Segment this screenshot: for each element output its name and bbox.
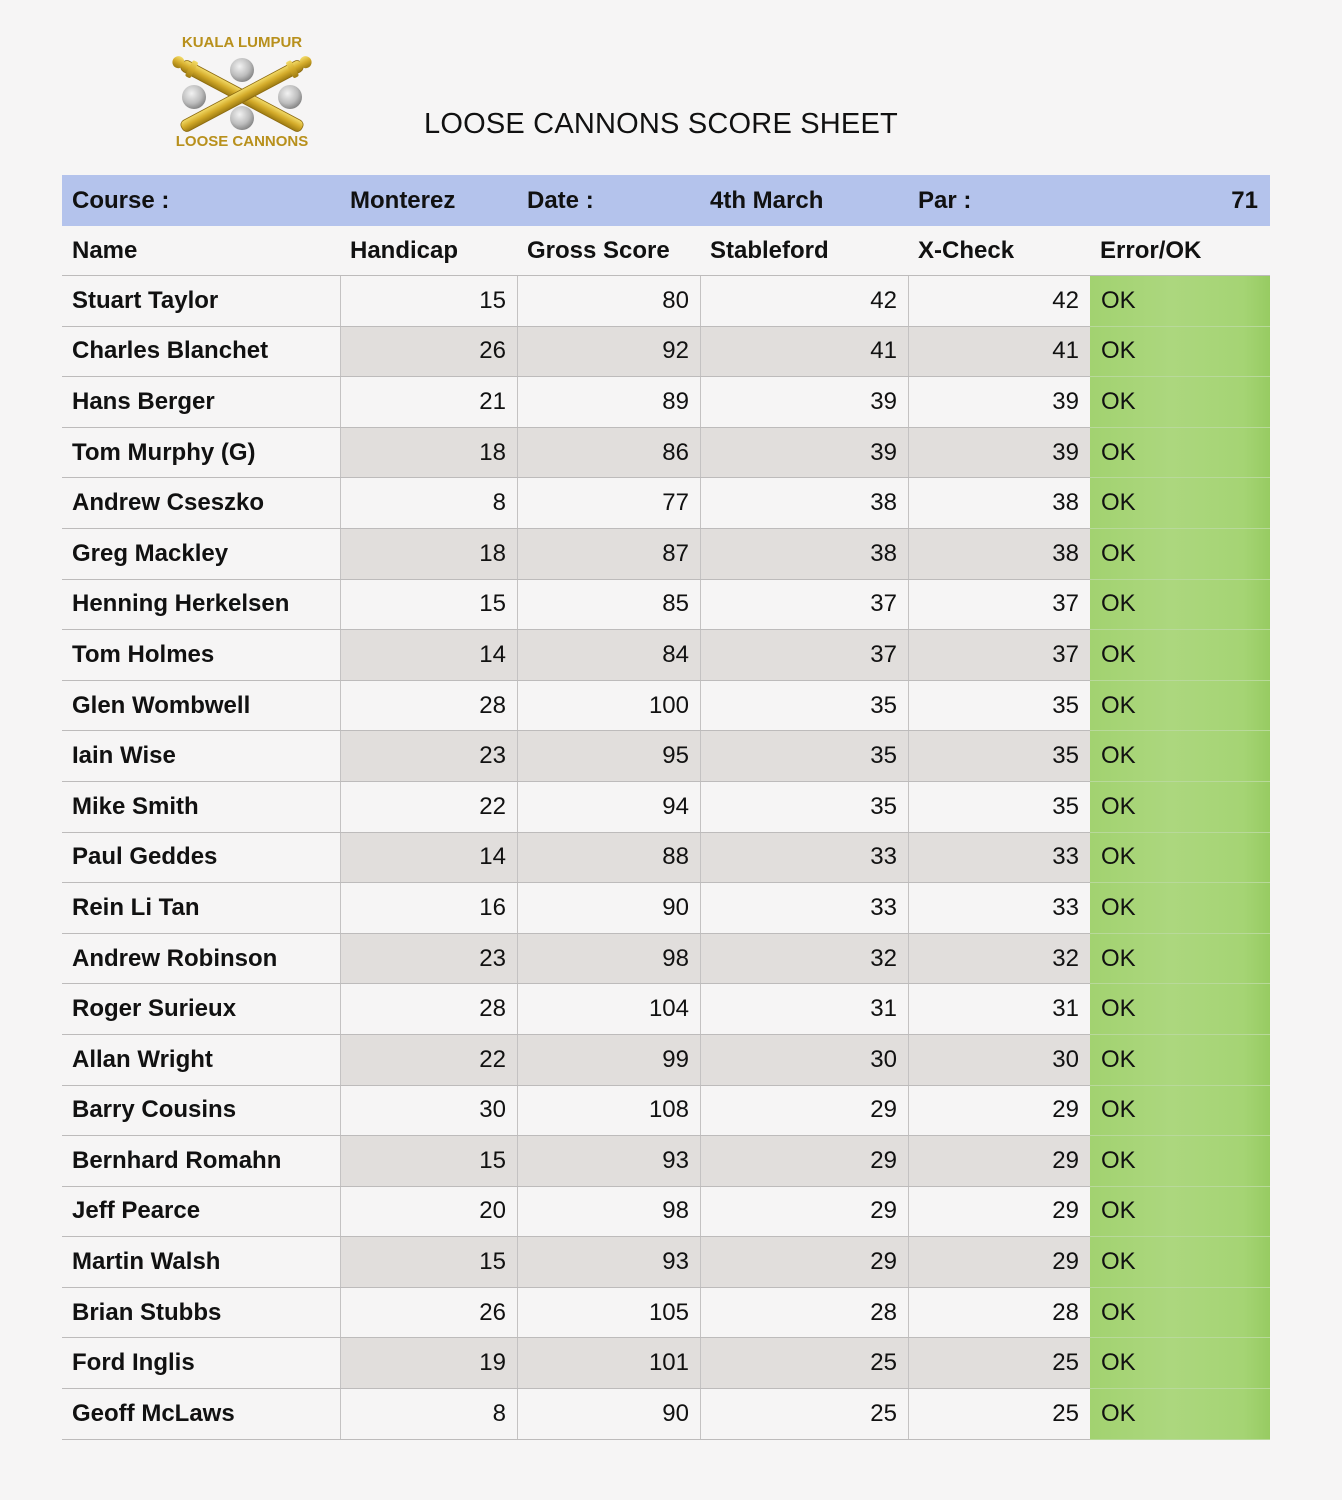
column-header-stableford: Stableford	[710, 236, 829, 264]
table-row	[62, 1288, 1270, 1339]
x-check-cell: 35	[908, 681, 1090, 731]
x-check-cell: 39	[908, 428, 1090, 478]
stableford-cell: 32	[700, 934, 908, 984]
player-name: Ford Inglis	[72, 1349, 195, 1377]
stableford-cell: 31	[700, 984, 908, 1034]
status-cell: OK	[1090, 1086, 1270, 1137]
status-cell: OK	[1090, 327, 1270, 378]
stableford-cell: 35	[700, 681, 908, 731]
stableford-cell: 33	[700, 883, 908, 933]
player-name: Bernhard Romahn	[72, 1146, 282, 1174]
handicap-cell: 18	[340, 428, 517, 478]
stableford-cell: 29	[700, 1237, 908, 1287]
player-name: Roger Surieux	[72, 995, 237, 1023]
gross-score-cell: 85	[517, 580, 700, 630]
table-row	[62, 883, 1270, 934]
table-row	[62, 782, 1270, 833]
status-cell: OK	[1090, 1035, 1270, 1086]
status-cell: OK	[1090, 276, 1270, 327]
player-name: Allan Wright	[72, 1045, 213, 1073]
table-row	[62, 681, 1270, 732]
x-check-cell: 37	[908, 580, 1090, 630]
handicap-cell: 28	[340, 681, 517, 731]
handicap-cell: 15	[340, 1136, 517, 1186]
handicap-cell: 21	[340, 377, 517, 427]
table-row	[62, 1187, 1270, 1238]
player-name: Geoff McLaws	[72, 1399, 235, 1427]
stableford-cell: 25	[700, 1389, 908, 1439]
player-name: Rein Li Tan	[72, 893, 200, 921]
x-check-cell: 33	[908, 833, 1090, 883]
handicap-cell: 15	[340, 1237, 517, 1287]
status-cell: OK	[1090, 984, 1270, 1035]
handicap-cell: 14	[340, 833, 517, 883]
player-name: Stuart Taylor	[72, 286, 219, 314]
page-title: LOOSE CANNONS SCORE SHEET	[424, 108, 898, 140]
gross-score-cell: 101	[517, 1338, 700, 1388]
x-check-cell: 33	[908, 883, 1090, 933]
handicap-cell: 16	[340, 883, 517, 933]
status-cell: OK	[1090, 1136, 1270, 1187]
table-row	[62, 630, 1270, 681]
x-check-cell: 38	[908, 478, 1090, 528]
status-cell: OK	[1090, 883, 1270, 934]
handicap-cell: 20	[340, 1187, 517, 1237]
gross-score-cell: 93	[517, 1237, 700, 1287]
handicap-cell: 19	[340, 1338, 517, 1388]
gross-score-cell: 77	[517, 478, 700, 528]
stableford-cell: 29	[700, 1187, 908, 1237]
date-value: 4th March	[710, 186, 824, 214]
x-check-cell: 25	[908, 1338, 1090, 1388]
handicap-cell: 26	[340, 1288, 517, 1338]
player-name: Hans Berger	[72, 387, 215, 415]
x-check-cell: 38	[908, 529, 1090, 579]
player-name: Andrew Cseszko	[72, 489, 265, 517]
status-cell: OK	[1090, 782, 1270, 833]
status-cell: OK	[1090, 1389, 1270, 1440]
player-name: Paul Geddes	[72, 843, 218, 871]
status-cell: OK	[1090, 833, 1270, 884]
handicap-cell: 18	[340, 529, 517, 579]
course-value: Monterez	[350, 186, 456, 214]
crossed-cannons-icon	[160, 30, 325, 152]
gross-score-cell: 93	[517, 1136, 700, 1186]
status-cell: OK	[1090, 934, 1270, 985]
column-header-x-check: X-Check	[918, 236, 1015, 264]
player-name: Tom Holmes	[72, 640, 215, 668]
handicap-cell: 23	[340, 934, 517, 984]
stableford-cell: 38	[700, 478, 908, 528]
table-row	[62, 276, 1270, 327]
stableford-cell: 30	[700, 1035, 908, 1085]
gross-score-cell: 108	[517, 1086, 700, 1136]
stableford-cell: 29	[700, 1086, 908, 1136]
gross-score-cell: 105	[517, 1288, 700, 1338]
player-name: Andrew Robinson	[72, 944, 278, 972]
status-cell: OK	[1090, 1338, 1270, 1389]
club-logo	[160, 30, 325, 152]
score-sheet	[62, 175, 1270, 1440]
handicap-cell: 28	[340, 984, 517, 1034]
status-cell: OK	[1090, 1237, 1270, 1288]
gross-score-cell: 98	[517, 934, 700, 984]
status-cell: OK	[1090, 681, 1270, 732]
gross-score-cell: 90	[517, 883, 700, 933]
table-row	[62, 1086, 1270, 1137]
handicap-cell: 8	[340, 1389, 517, 1439]
logo-top-text: KUALA LUMPUR	[181, 34, 303, 51]
stableford-cell: 41	[700, 327, 908, 377]
status-cell: OK	[1090, 377, 1270, 428]
stableford-cell: 39	[700, 377, 908, 427]
stableford-cell: 25	[700, 1338, 908, 1388]
table-row	[62, 934, 1270, 985]
stableford-cell: 35	[700, 731, 908, 781]
gross-score-cell: 92	[517, 327, 700, 377]
player-name: Glen Wombwell	[72, 691, 251, 719]
x-check-cell: 29	[908, 1187, 1090, 1237]
x-check-cell: 32	[908, 934, 1090, 984]
handicap-cell: 15	[340, 580, 517, 630]
x-check-cell: 29	[908, 1237, 1090, 1287]
date-label: Date :	[527, 186, 594, 214]
column-header-gross-score: Gross Score	[527, 236, 670, 264]
player-name: Jeff Pearce	[72, 1197, 201, 1225]
stableford-cell: 33	[700, 833, 908, 883]
status-cell: OK	[1090, 630, 1270, 681]
status-cell: OK	[1090, 580, 1270, 631]
score-rows	[62, 276, 1270, 1440]
x-check-cell: 42	[908, 276, 1090, 326]
logo-bottom-text: LOOSE CANNONS	[175, 133, 309, 150]
status-cell: OK	[1090, 1288, 1270, 1339]
player-name: Henning Herkelsen	[72, 590, 290, 618]
table-row	[62, 529, 1270, 580]
x-check-cell: 35	[908, 731, 1090, 781]
table-row	[62, 580, 1270, 631]
handicap-cell: 15	[340, 276, 517, 326]
handicap-cell: 30	[340, 1086, 517, 1136]
table-row	[62, 1389, 1270, 1440]
x-check-cell: 39	[908, 377, 1090, 427]
table-row	[62, 428, 1270, 479]
x-check-cell: 35	[908, 782, 1090, 832]
gross-score-cell: 86	[517, 428, 700, 478]
stableford-cell: 29	[700, 1136, 908, 1186]
player-name: Brian Stubbs	[72, 1298, 222, 1326]
status-cell: OK	[1090, 1187, 1270, 1238]
table-row	[62, 731, 1270, 782]
gross-score-cell: 99	[517, 1035, 700, 1085]
handicap-cell: 22	[340, 782, 517, 832]
player-name: Greg Mackley	[72, 539, 229, 567]
table-row	[62, 1338, 1270, 1389]
stableford-cell: 39	[700, 428, 908, 478]
gross-score-cell: 94	[517, 782, 700, 832]
table-row	[62, 984, 1270, 1035]
status-cell: OK	[1090, 529, 1270, 580]
gross-score-cell: 87	[517, 529, 700, 579]
table-row	[62, 833, 1270, 884]
stableford-cell: 37	[700, 630, 908, 680]
table-row	[62, 1136, 1270, 1187]
column-header-name: Name	[72, 236, 138, 264]
status-cell: OK	[1090, 478, 1270, 529]
player-name: Mike Smith	[72, 792, 199, 820]
par-value: 71	[1231, 186, 1258, 214]
par-label: Par :	[918, 186, 972, 214]
status-cell: OK	[1090, 428, 1270, 479]
gross-score-cell: 104	[517, 984, 700, 1034]
x-check-cell: 30	[908, 1035, 1090, 1085]
x-check-cell: 28	[908, 1288, 1090, 1338]
table-row	[62, 1237, 1270, 1288]
table-row	[62, 478, 1270, 529]
handicap-cell: 26	[340, 327, 517, 377]
gross-score-cell: 84	[517, 630, 700, 680]
column-header-row	[62, 226, 1270, 276]
table-row	[62, 377, 1270, 428]
player-name: Iain Wise	[72, 742, 176, 770]
course-info-bar	[62, 175, 1270, 226]
stableford-cell: 37	[700, 580, 908, 630]
x-check-cell: 29	[908, 1136, 1090, 1186]
player-name: Charles Blanchet	[72, 337, 269, 365]
player-name: Martin Walsh	[72, 1248, 221, 1276]
table-row	[62, 327, 1270, 378]
gross-score-cell: 88	[517, 833, 700, 883]
x-check-cell: 37	[908, 630, 1090, 680]
x-check-cell: 29	[908, 1086, 1090, 1136]
player-name: Barry Cousins	[72, 1096, 237, 1124]
handicap-cell: 14	[340, 630, 517, 680]
player-name: Tom Murphy (G)	[72, 438, 256, 466]
x-check-cell: 25	[908, 1389, 1090, 1439]
table-row	[62, 1035, 1270, 1086]
x-check-cell: 31	[908, 984, 1090, 1034]
course-label: Course :	[72, 186, 170, 214]
column-header-error-ok: Error/OK	[1100, 236, 1202, 264]
gross-score-cell: 89	[517, 377, 700, 427]
status-cell: OK	[1090, 731, 1270, 782]
stableford-cell: 38	[700, 529, 908, 579]
stableford-cell: 42	[700, 276, 908, 326]
stableford-cell: 28	[700, 1288, 908, 1338]
stableford-cell: 35	[700, 782, 908, 832]
handicap-cell: 8	[340, 478, 517, 528]
gross-score-cell: 100	[517, 681, 700, 731]
gross-score-cell: 80	[517, 276, 700, 326]
gross-score-cell: 95	[517, 731, 700, 781]
x-check-cell: 41	[908, 327, 1090, 377]
gross-score-cell: 90	[517, 1389, 700, 1439]
handicap-cell: 23	[340, 731, 517, 781]
gross-score-cell: 98	[517, 1187, 700, 1237]
column-header-handicap: Handicap	[350, 236, 459, 264]
handicap-cell: 22	[340, 1035, 517, 1085]
